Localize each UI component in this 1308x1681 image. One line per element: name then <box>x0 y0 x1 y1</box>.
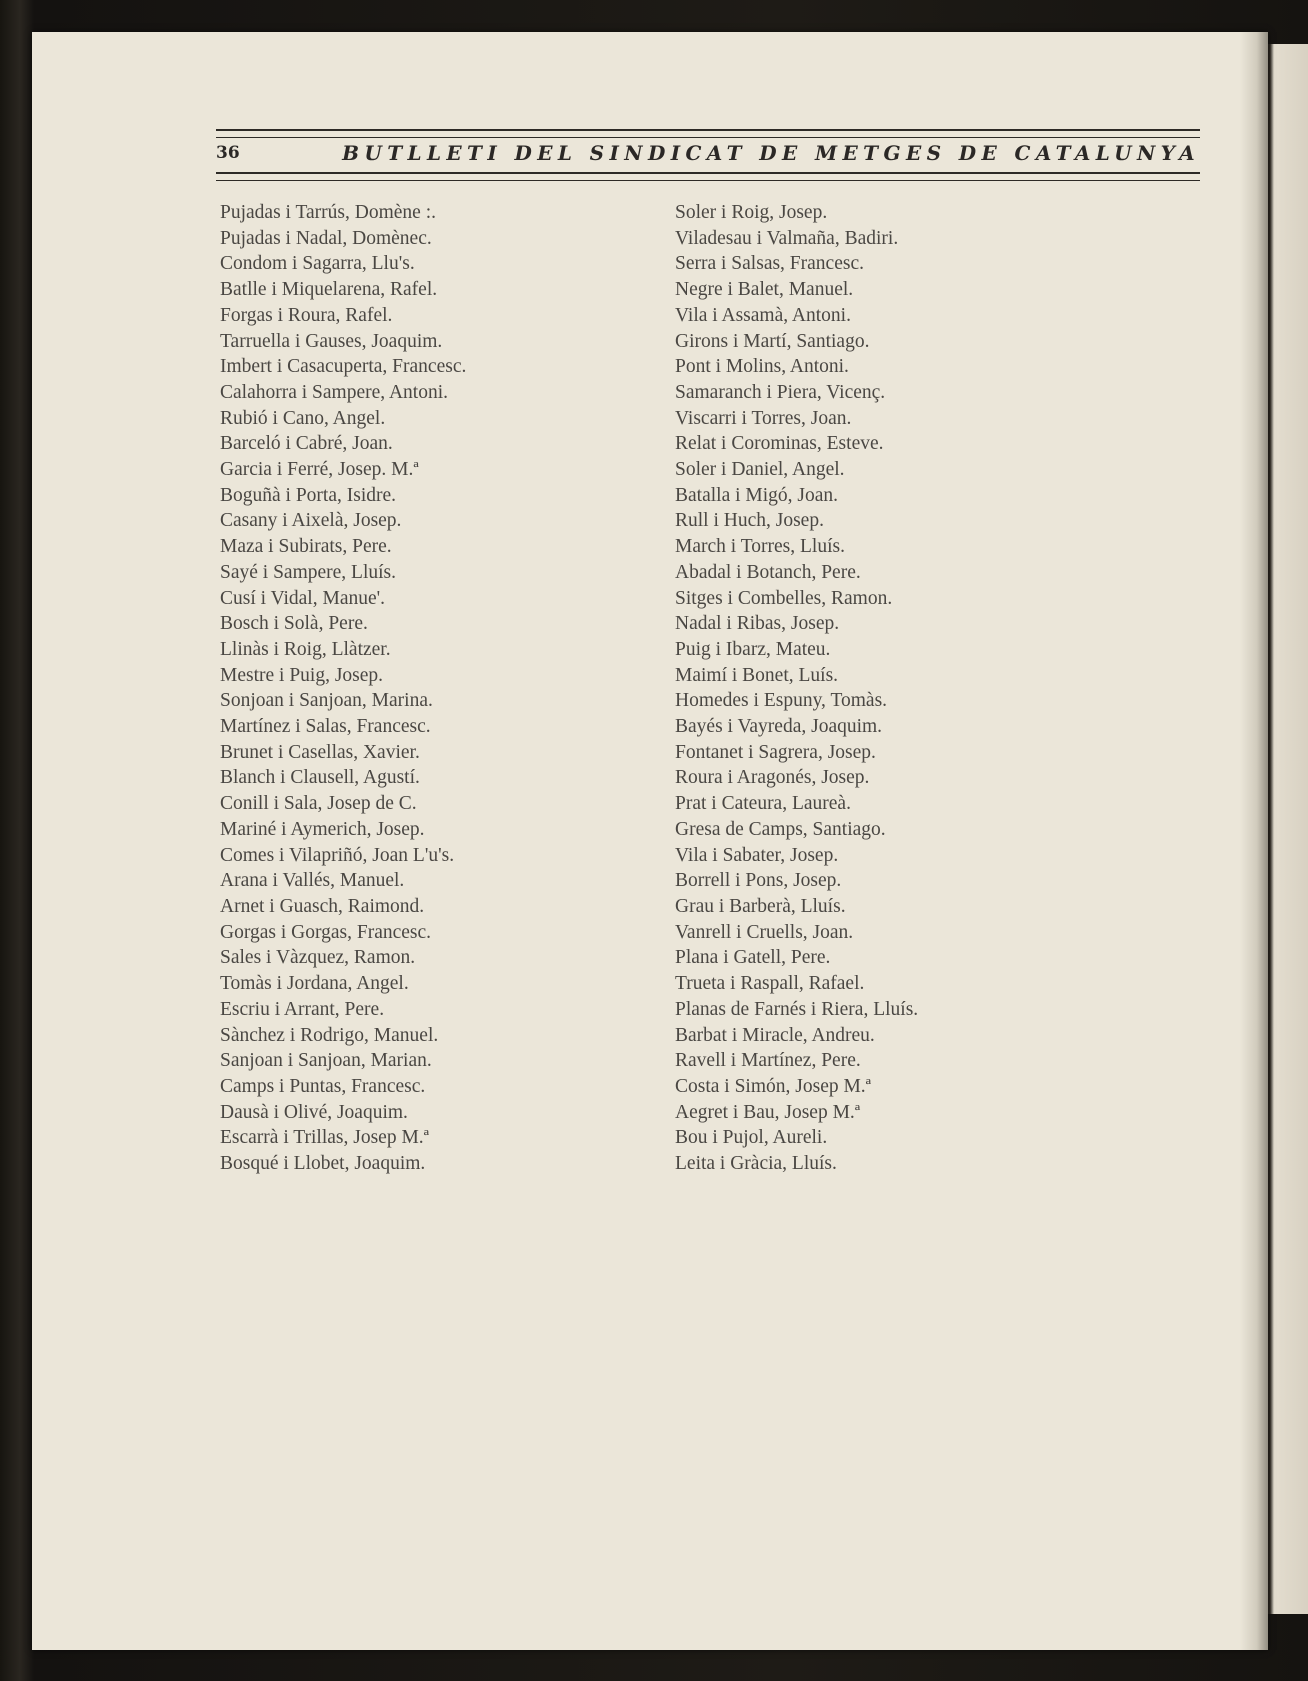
member-name: Comes i Vilapriñó, Joan L'u's. <box>220 844 455 866</box>
member-name: Homedes i Espuny, Tomàs. <box>675 690 888 712</box>
member-name: Sales i Vàzquez, Ramon. <box>220 947 416 969</box>
member-name: Girons i Martí, Santiago. <box>675 330 870 352</box>
member-name: Pujadas i Tarrús, Domène :. <box>220 202 436 223</box>
member-name: Bou i Pujol, Aureli. <box>675 1127 828 1149</box>
member-name: Prat i Cateura, Laureà. <box>675 793 851 815</box>
member-name: Casany i Aixelà, Josep. <box>220 510 402 532</box>
names-column-left <box>220 200 466 1177</box>
member-name: Arnet i Guasch, Raimond. <box>220 895 425 917</box>
member-name: Llinàs i Roig, Llàtzer. <box>220 638 391 660</box>
running-header <box>216 129 1200 179</box>
member-name: Pont i Molins, Antoni. <box>675 356 849 378</box>
member-name: Aegret i Bau, Josep M.ª <box>675 1101 861 1123</box>
member-name: Arana i Vallés, Manuel. <box>220 870 405 892</box>
member-name: Barbat i Miracle, Andreu. <box>675 1024 875 1046</box>
member-name: Batlle i Miquelarena, Rafel. <box>220 279 438 301</box>
member-name: Borrell i Pons, Josep. <box>675 870 842 892</box>
member-name: Escriu i Arrant, Pere. <box>220 998 385 1020</box>
member-name: Calahorra i Sampere, Antoni. <box>220 381 448 403</box>
member-name: Sayé i Sampere, Lluís. <box>220 561 397 583</box>
member-name: Soler i Roig, Josep. <box>675 202 828 223</box>
header-rule-bottom <box>216 172 1200 181</box>
member-name: Nadal i Ribas, Josep. <box>675 613 840 635</box>
member-name: Barceló i Cabré, Joan. <box>220 433 393 455</box>
document-page <box>32 32 1268 1650</box>
member-name: Abadal i Botanch, Pere. <box>675 561 861 583</box>
page-number: 36 <box>216 143 240 163</box>
member-name: Bayés i Vayreda, Joaquim. <box>675 716 883 738</box>
member-name: Condom i Sagarra, Llu's. <box>220 253 415 275</box>
member-name: Soler i Daniel, Angel. <box>675 459 845 481</box>
member-name: Rubió i Cano, Angel. <box>220 407 386 429</box>
member-name: Cusí i Vidal, Manue'. <box>220 587 386 609</box>
member-name: Vila i Sabater, Josep. <box>675 844 839 866</box>
adjacent-page-edge <box>1262 44 1308 1614</box>
member-name: Ravell i Martínez, Pere. <box>675 1050 861 1072</box>
journal-title: BUTLLETI DEL SINDICAT DE METGES DE CATALUNYA <box>342 141 1200 165</box>
member-name: Plana i Gatell, Pere. <box>675 947 831 969</box>
member-name: Samaranch i Piera, Vicenç. <box>675 381 886 403</box>
member-name: Conill i Sala, Josep de C. <box>220 793 417 815</box>
member-name: March i Torres, Lluís. <box>675 536 845 558</box>
member-name: Negre i Balet, Manuel. <box>675 279 854 301</box>
member-name: Relat i Corominas, Esteve. <box>675 433 884 455</box>
member-name: Maza i Subirats, Pere. <box>220 536 392 558</box>
member-name: Puig i Ibarz, Mateu. <box>675 638 831 660</box>
member-name: Vila i Assamà, Antoni. <box>675 304 851 326</box>
member-name: Imbert i Casacuperta, Francesc. <box>220 356 467 378</box>
header-text <box>216 137 1200 169</box>
member-name: Boguñà i Porta, Isidre. <box>220 484 397 506</box>
member-name: Viscarri i Torres, Joan. <box>675 407 852 429</box>
member-name: Tomàs i Jordana, Angel. <box>220 973 409 995</box>
member-name: Brunet i Casellas, Xavier. <box>220 741 420 763</box>
member-name: Bosch i Solà, Pere. <box>220 613 368 635</box>
member-name: Planas de Farnés i Riera, Lluís. <box>675 998 919 1020</box>
member-name: Sonjoan i Sanjoan, Marina. <box>220 690 433 712</box>
member-name: Bosqué i Llobet, Joaquim. <box>220 1153 426 1175</box>
member-name: Maimí i Bonet, Luís. <box>675 664 839 686</box>
member-name: Sitges i Combelles, Ramon. <box>675 587 893 609</box>
member-name: Garcia i Ferré, Josep. M.ª <box>220 459 419 481</box>
member-name: Mariné i Aymerich, Josep. <box>220 818 425 840</box>
member-name: Fontanet i Sagrera, Josep. <box>675 741 876 763</box>
member-name: Martínez i Salas, Francesc. <box>220 716 431 738</box>
member-name: Sanjoan i Sanjoan, Marian. <box>220 1050 432 1072</box>
member-name: Escarrà i Trillas, Josep M.ª <box>220 1127 430 1149</box>
member-name: Batalla i Migó, Joan. <box>675 484 839 506</box>
member-name: Sànchez i Rodrigo, Manuel. <box>220 1024 439 1046</box>
member-name: Camps i Puntas, Francesc. <box>220 1075 426 1097</box>
member-name: Dausà i Olivé, Joaquim. <box>220 1101 408 1123</box>
member-name: Leita i Gràcia, Lluís. <box>675 1153 837 1175</box>
member-name: Viladesau i Valmaña, Badiri. <box>675 227 899 249</box>
member-name: Pujadas i Nadal, Domènec. <box>220 227 432 249</box>
member-name: Forgas i Roura, Rafel. <box>220 304 393 326</box>
member-name: Tarruella i Gauses, Joaquim. <box>220 330 443 352</box>
member-name: Serra i Salsas, Francesc. <box>675 253 864 275</box>
member-name: Costa i Simón, Josep M.ª <box>675 1075 872 1097</box>
member-name: Trueta i Raspall, Rafael. <box>675 973 865 995</box>
member-name: Rull i Huch, Josep. <box>675 510 824 532</box>
member-name: Mestre i Puig, Josep. <box>220 664 384 686</box>
member-name: Gorgas i Gorgas, Francesc. <box>220 921 432 943</box>
member-name: Grau i Barberà, Lluís. <box>675 895 846 917</box>
member-name: Gresa de Camps, Santiago. <box>675 818 886 840</box>
member-name: Vanrell i Cruells, Joan. <box>675 921 854 943</box>
member-name: Blanch i Clausell, Agustí. <box>220 767 420 789</box>
names-column-right <box>675 200 918 1177</box>
member-name: Roura i Aragonés, Josep. <box>675 767 870 789</box>
